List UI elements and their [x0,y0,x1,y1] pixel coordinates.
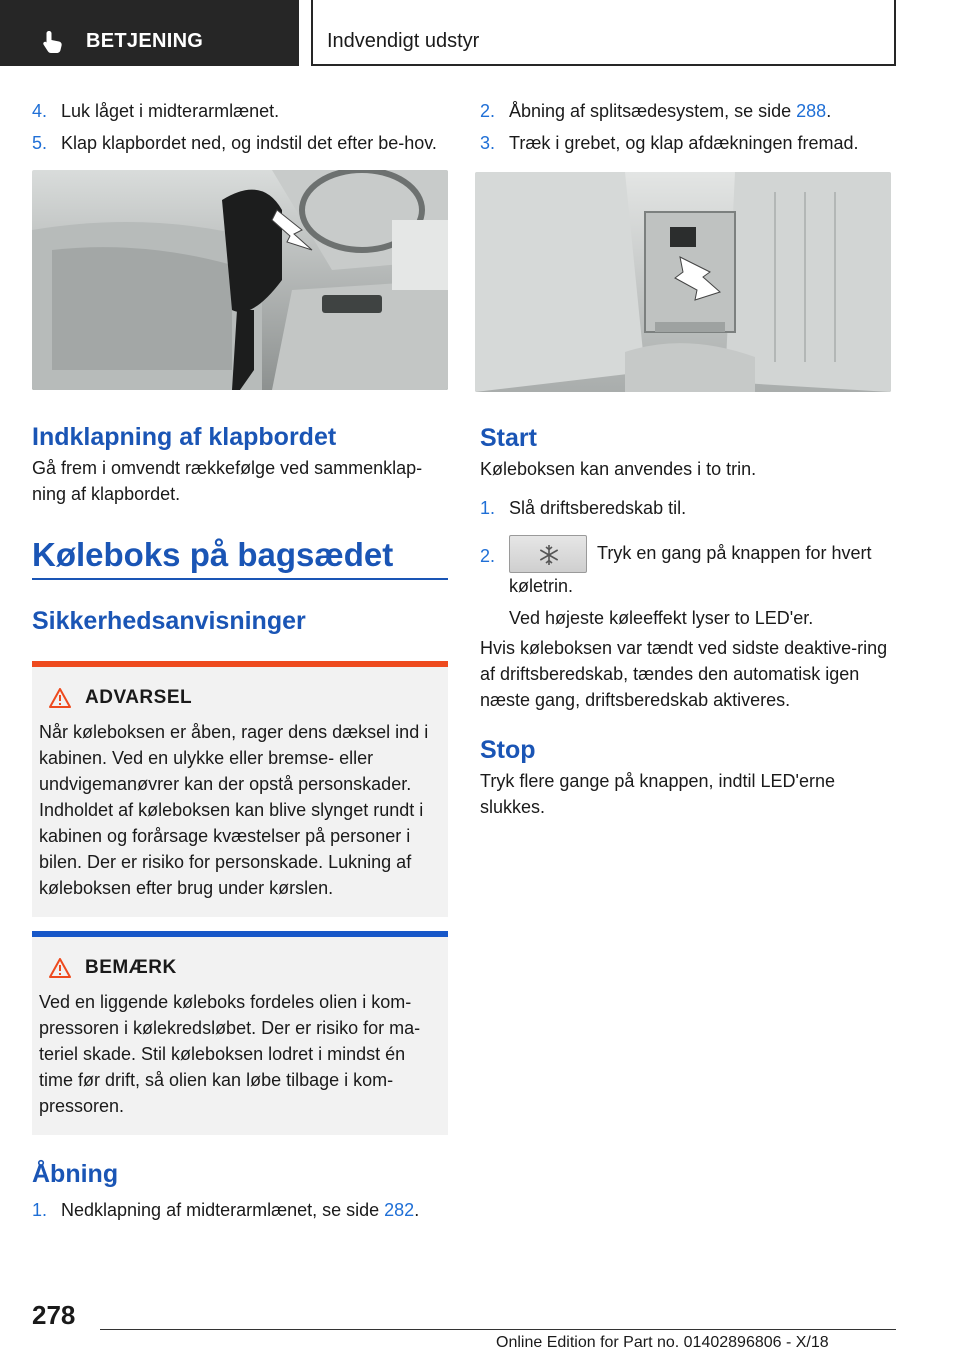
left-column [32,98,448,1229]
start-step-2 [480,535,892,599]
step-number: 4. [32,101,48,121]
step-text: Træk i grebet, og klap afdækningen fremad. [509,133,859,153]
step-text: Luk låget i midterarmlænet. [61,101,280,121]
safety-heading: Sikkerhedsanvisninger [32,607,306,635]
warning-text: Når køleboksen er åben, rager dens dæksel ind i kabinen. Ved en ulykke eller bremse- eller undvigemanøvrer kan der opstå personskader. Indholdet af køleboksen kan blive slynget rundt i kabinen og forårsage kvæstelser på personer i bilen. Der er risiko for personskade. Lukning af køleboksen efter brug under kørslen. [39,722,429,898]
step-number: 1. [32,1200,48,1220]
step-4 [32,98,448,124]
stop-heading: Stop [480,736,536,764]
start-text: Køleboksen kan anvendes i to trin. [480,459,757,479]
fold-text: Gå frem i omvendt rækkefølge ved sammenklap‐ning af klapbordet. [32,458,423,504]
stop-text: Tryk flere gange på knappen, indtil LED'erne slukkes. [480,771,835,817]
edition-text: Online Edition for Part no. 01402896806 - X/18 [496,1334,829,1351]
step-3 [480,130,892,156]
step-text: Tryk en gang på knappen for hvert køletrin. [509,535,892,599]
step-number: 2. [480,546,496,566]
warning-box [32,661,448,917]
note-header [49,957,440,979]
cooler-cover-illustration [475,172,891,392]
cooler-heading: Køleboks på bagsædet [32,536,394,573]
opening-heading: Åbning [32,1160,119,1188]
note-text: Ved en liggende køleboks fordeles olien i kom‐pressoren i kølekredsløbet. Der er risiko for ma‐teriel skade. Stil køleboksen lodret i mindst én time før drift, så olien kan løbe tilbage i kom‐pressoren. [39,992,421,1116]
note-label: BEMÆRK [85,957,177,978]
page-link-282[interactable]: 282 [384,1200,415,1220]
warning-triangle-icon [49,688,71,708]
step-number: 3. [480,133,496,153]
step-number: 2. [480,101,496,121]
start-heading: Start [480,424,537,452]
step-text: Klap klapbordet ned, og indstil det efter be‐hov. [61,133,437,153]
opening-step-1 [32,1197,448,1223]
page-link-288[interactable]: 288 [796,101,827,121]
step-text: Åbning af splitsædesystem, se side 288. [509,101,832,121]
warning-label: ADVARSEL [85,687,193,708]
right-column [480,98,892,820]
step-number: 1. [480,498,496,518]
hand-pointer-icon [40,29,66,55]
chapter-title: Indvendigt udstyr [327,30,480,52]
start-step-1 [480,495,892,521]
tray-table-illustration [32,170,448,390]
heading-rule [32,578,448,580]
cooling-button-image [509,535,587,573]
fold-heading: Indklapning af klapbordet [32,423,337,451]
note-box [32,931,448,1135]
chapter-header [311,0,896,66]
step-number: 5. [32,133,48,153]
page-number: 278 [32,1300,76,1330]
caution-triangle-icon [49,958,71,978]
snowflake-icon [538,544,560,566]
start-subtext: Ved højeste køleeffekt lyser to LED'er. [509,608,814,628]
footer-rule [100,1329,896,1330]
step-text: Nedklapning af midterarmlænet, se side 282. [61,1200,420,1220]
step-text: Slå driftsberedskab til. [509,498,687,518]
start-paragraph: Hvis køleboksen var tændt ved sidste deaktive‐ring af driftsberedskab, tændes den automatisk igen næste gang, driftsberedskab aktiveres. [480,638,888,710]
section-label: BETJENING [86,30,204,52]
warning-header [49,687,440,709]
step-5 [32,130,448,156]
step-2 [480,98,892,124]
section-tab [0,0,299,66]
